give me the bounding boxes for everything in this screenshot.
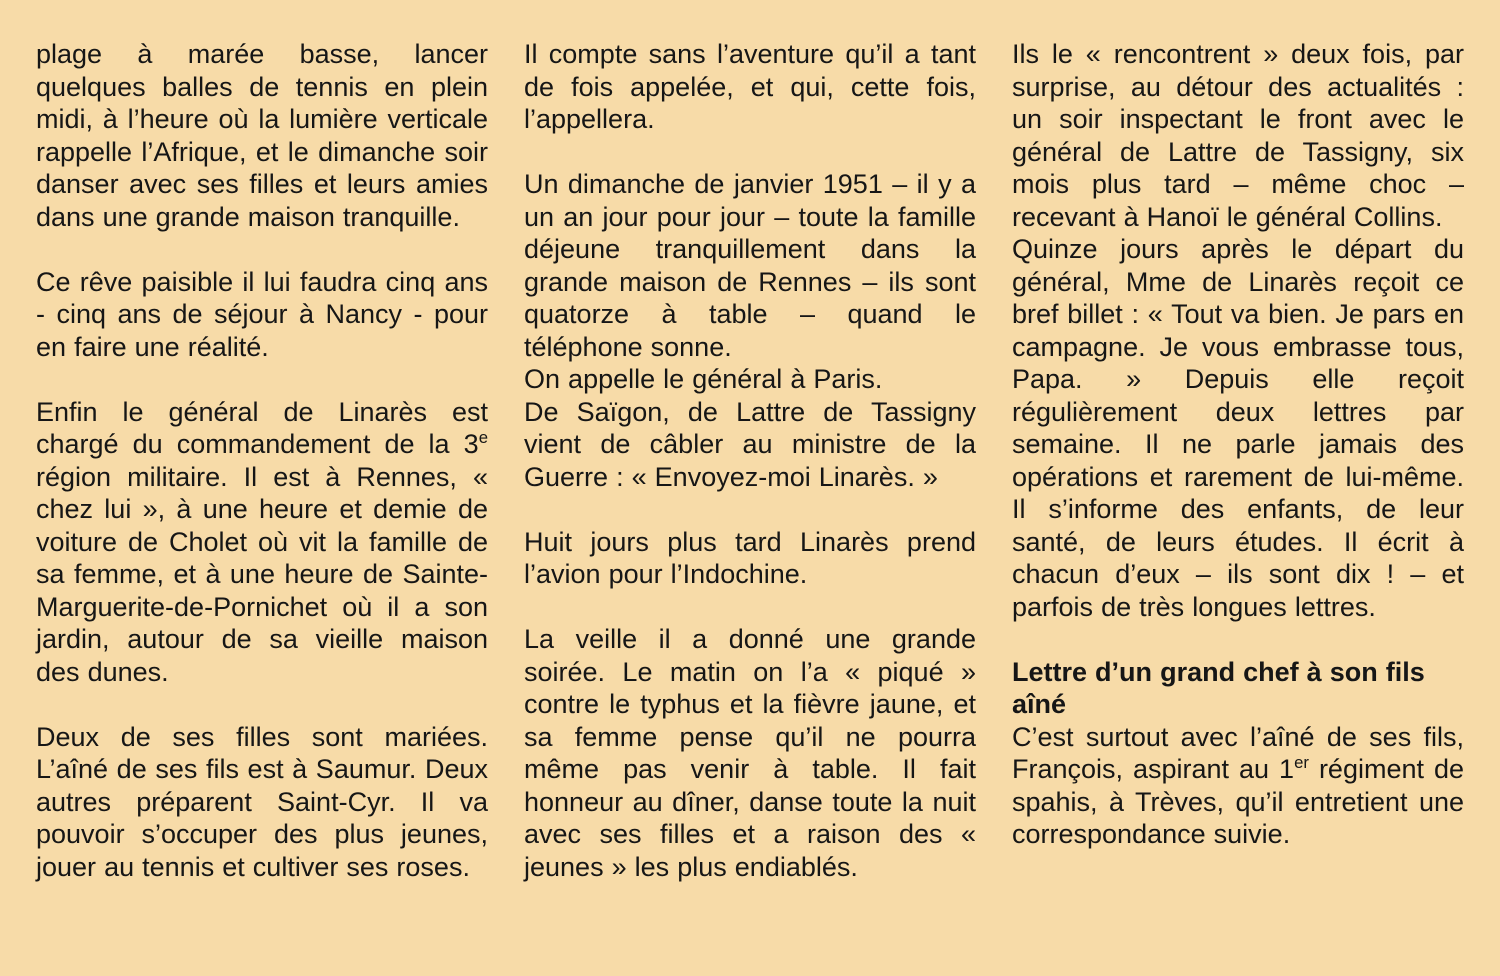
paragraph: Enfin le général de Linarès est chargé du commandement de la 3e région militaire. Il est à Rennes, « chez lui », à une heure et demie de voiture de Cholet où vit la famille de sa femme, et à une heure de Sainte-Marguerite-de-Pornichet où il a son jardin, autour de sa vieille maison des dunes.: [36, 396, 488, 687]
text-column-2: [524, 38, 976, 976]
paragraph: Huit jours plus tard Linarès prend l’avion pour l’Indochine.: [524, 526, 976, 589]
section-heading: Lettre d’un grand chef à son fils aîné: [1012, 656, 1425, 719]
paragraph: Il compte sans l’aventure qu’il a tant de fois appelée, et qui, cette fois, l’appellera.: [524, 39, 976, 134]
paragraph: C’est surtout avec l’aîné de ses fils, François, aspirant au 1er régiment de spahis, à Trèves, qu’il entretient une correspondance suivie.: [1012, 721, 1464, 849]
paragraph: Un dimanche de janvier 1951 – il y a un an jour pour jour – toute la famille déjeune tranquillement dans la grande maison de Rennes – ils sont quatorze à table – quand le téléphone sonne.: [524, 169, 976, 362]
text-column-3: [1012, 38, 1464, 976]
text-column-1: [36, 38, 488, 976]
paragraph: On appelle le général à Paris.: [524, 364, 883, 394]
paragraph: Deux de ses filles sont mariées. L’aîné de ses fils est à Saumur. Deux autres préparent Saint-Cyr. Il va pouvoir s’occuper des plus jeunes, jouer au tennis et cultiver ses roses.: [36, 721, 488, 882]
superscript: er: [1294, 753, 1309, 772]
paragraph: Quinze jours après le départ du général, Mme de Linarès reçoit ce bref billet : « Tout va bien. Je pars en campagne. Je vous embrasse tous, Papa. » Depuis elle reçoit régulièrement deux lettres par semaine. Il ne parle jamais des opérations et rarement de lui-même. Il s’informe des enfants, de leur santé, de leurs études. Il écrit à chacun d’eux – ils sont dix ! – et parfois de très longues lettres.: [1012, 234, 1464, 622]
paragraph: De Saïgon, de Lattre de Tassigny vient de câbler au ministre de la Guerre : « Envoyez-moi Linarès. »: [524, 396, 976, 492]
paragraph: Ils le « rencontrent » deux fois, par surprise, au détour des actualités : un soir inspectant le front avec le général de Lattre de Tassigny, six mois plus tard – même choc – recevant à Hanoï le général Collins.: [1012, 39, 1464, 232]
paragraph: Ce rêve paisible il lui faudra cinq ans - cinq ans de séjour à Nancy - pour en faire une réalité.: [36, 266, 488, 362]
superscript: e: [478, 428, 488, 447]
paragraph: plage à marée basse, lancer quelques balles de tennis en plein midi, à l’heure où la lumière verticale rappelle l’Afrique, et le dimanche soir danser avec ses filles et leurs amies dans une grande maison tranquille.: [36, 39, 488, 232]
paragraph: La veille il a donné une grande soirée. Le matin on l’a « piqué » contre le typhus et la fièvre jaune, et sa femme pense qu’il ne pourra même pas venir à table. Il fait honneur au dîner, danse toute la nuit avec ses filles et a raison des « jeunes » les plus endiablés.: [524, 624, 976, 882]
